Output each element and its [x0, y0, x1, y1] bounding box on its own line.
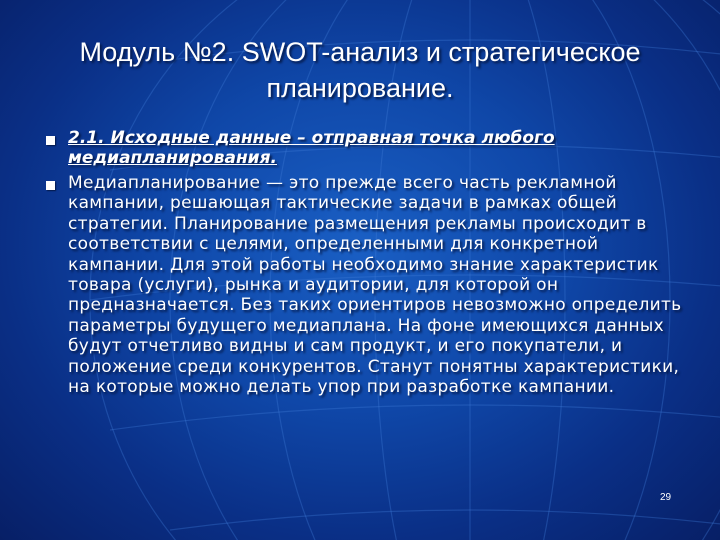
square-bullet-icon: [46, 136, 55, 145]
square-bullet-icon: [46, 181, 55, 190]
slide-content: [46, 128, 686, 397]
section-subheading: 2.1. Исходные данные – отправная точка любого медиапланирования.: [68, 128, 555, 168]
slide-title: Модуль №2. SWOT-анализ и стратегическое планирование.: [79, 37, 641, 103]
bullet-item-subheading: [46, 128, 686, 168]
body-paragraph: Медиапланирование — это прежде всего часть рекламной кампании, решающая тактические задачи в рамках общей стратегии. Планирование размещения рекламы происходит в соответствии с целями, определенными для конкретной кампании. Для этой работы необходимо знание характеристик товара (услуги), рынка и аудитории, для которой он предназначается. Без таких ориентиров невозможно определить параметры будущего медиаплана. На фоне имеющихся данных будут отчетливо видны и сам продукт, и его покупатели, и положение среди конкурентов. Станут понятны характеристики, на которые можно делать упор при разработке кампании.: [68, 173, 682, 398]
page-number: 29: [660, 492, 672, 503]
bullet-item-body: [46, 173, 686, 397]
